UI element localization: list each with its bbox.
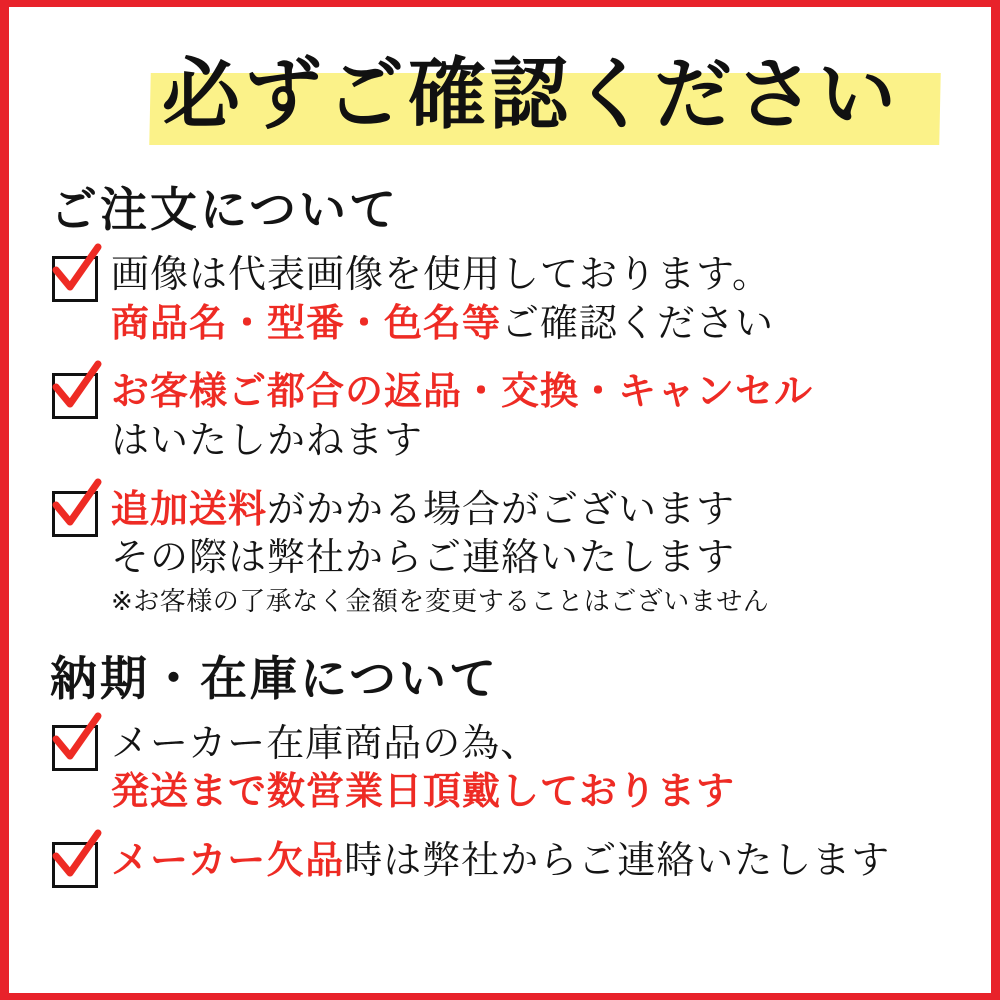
list-item-line: 画像は代表画像を使用しております。 — [111, 252, 771, 296]
plain-text: ご確認ください — [501, 300, 775, 345]
list-item — [52, 719, 960, 816]
list-item-line: はいたしかねます — [111, 417, 424, 462]
emphasis-text: メーカー欠品 — [111, 837, 345, 882]
list-item-line: お客様ご都合の返品・交換・キャンセル — [111, 369, 814, 414]
section-heading-order: ご注文について — [50, 183, 400, 238]
checkbox-icon — [52, 842, 98, 888]
list-item-text — [111, 719, 960, 816]
list-item — [52, 485, 960, 620]
list-item-line — [111, 836, 960, 885]
emphasis-text: 商品名・型番・色名等 — [111, 300, 502, 345]
list-item — [52, 250, 960, 347]
list-item-text — [111, 836, 960, 885]
list-item-line: メーカー在庫商品の為、 — [111, 720, 540, 765]
section-heading-delivery: 納期・在庫について — [50, 651, 500, 707]
checkbox-icon — [52, 373, 98, 419]
checkbox-icon — [52, 491, 98, 537]
list-item-text — [111, 367, 960, 464]
list-item — [52, 836, 960, 888]
list-item-note: ※お客様の了承なく金額を変更することはございません — [111, 586, 770, 617]
checkbox-icon — [52, 725, 98, 771]
list-item-line — [111, 485, 960, 534]
plain-text: がかかる場合がございます — [267, 486, 736, 531]
title-text: 必ずご確認ください — [162, 50, 901, 140]
list-item-text — [111, 485, 960, 620]
list-item-line: 発送まで数営業日頂戴しております — [111, 769, 736, 814]
list-item — [52, 367, 960, 464]
page-title — [42, 47, 960, 151]
list-item-text — [111, 250, 960, 347]
emphasis-text: 追加送料 — [111, 486, 268, 531]
list-item-line — [111, 299, 960, 348]
content-area — [0, 7, 1000, 993]
checkbox-icon — [52, 256, 98, 302]
plain-text: 時は弊社からご連絡いたします — [344, 837, 891, 882]
list-item-line: その際は弊社からご連絡いたします — [111, 535, 736, 580]
